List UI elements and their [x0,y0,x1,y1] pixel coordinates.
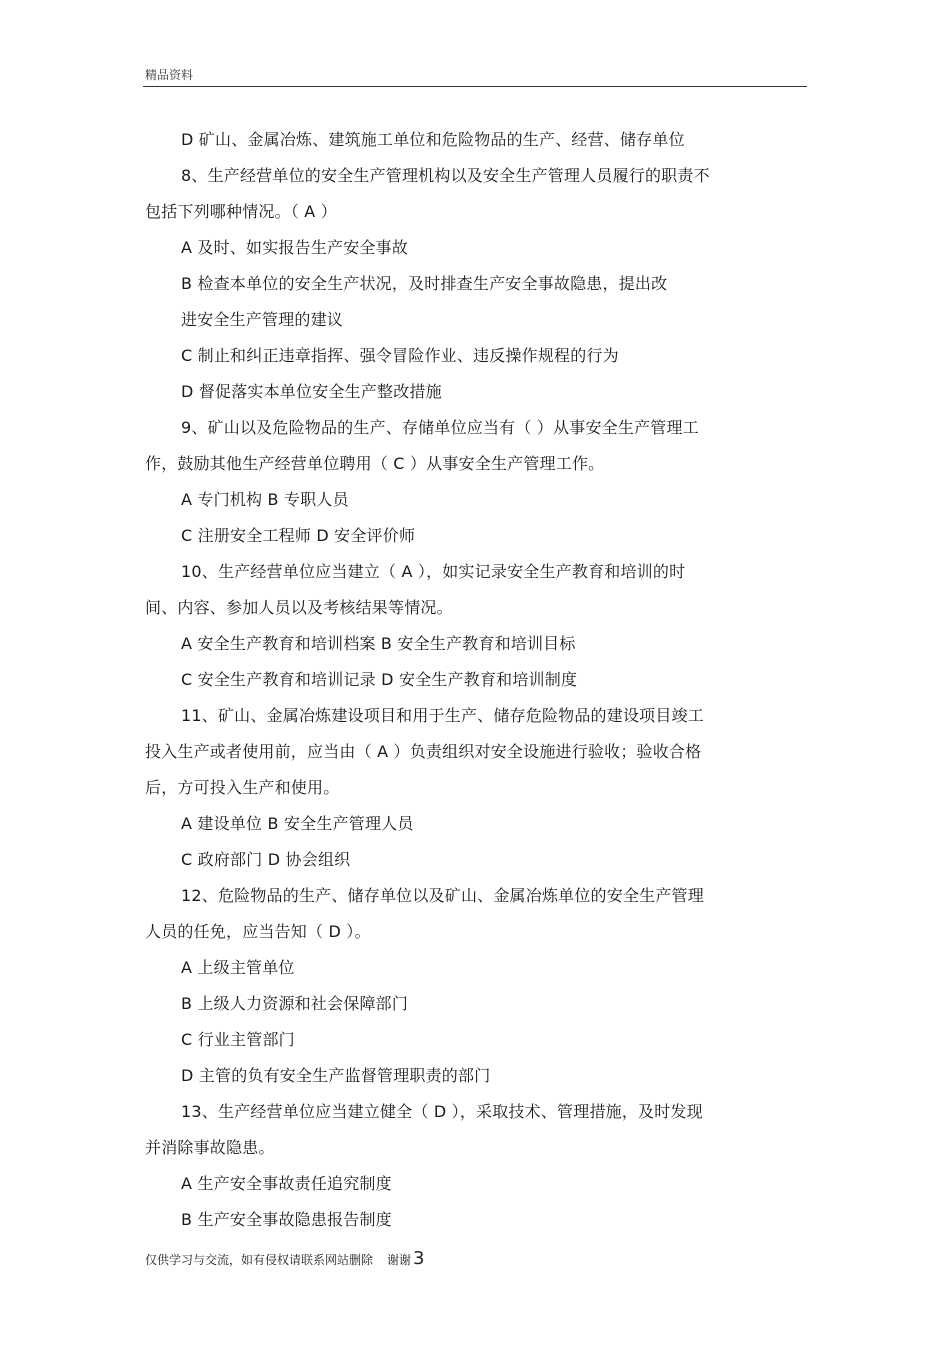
text-line: 包括下列哪种情况。（ A ） [145,202,337,221]
text-line: 后，方可投入生产和使用。 [145,778,340,797]
text-line: 人员的任免，应当告知（ D ）。 [145,922,371,941]
text-line: C 政府部门 D 协会组织 [181,850,351,869]
page-footer [145,1248,424,1269]
text-line: B 检查本单位的安全生产状况，及时排查生产安全事故隐患，提出改 [181,274,668,293]
text-line: 并消除事故隐患。 [145,1138,275,1157]
text-line: 9、矿山以及危险物品的生产、存储单位应当有（ ）从事安全生产管理工 [181,418,699,437]
text-line: 13、生产经营单位应当建立健全（ D ），采取技术、管理措施，及时发现 [181,1102,703,1121]
text-line: A 建设单位 B 安全生产管理人员 [181,814,414,833]
text-line: 10、生产经营单位应当建立（ A ），如实记录安全生产教育和培训的时 [181,562,686,581]
text-line: A 生产安全事故责任追究制度 [181,1174,392,1193]
footer-thanks: 谢谢 [387,1253,412,1267]
text-line: B 生产安全事故隐患报告制度 [181,1210,392,1229]
text-line: 11、矿山、金属冶炼建设项目和用于生产、储存危险物品的建设项目竣工 [181,706,704,725]
text-line: A 专门机构 B 专职人员 [181,490,349,509]
text-line: A 上级主管单位 [181,958,295,977]
text-line: 投入生产或者使用前，应当由（ A ）负责组织对安全设施进行验收；验收合格 [145,742,702,761]
text-line: A 安全生产教育和培训档案 B 安全生产教育和培训目标 [181,634,576,653]
text-line: C 安全生产教育和培训记录 D 安全生产教育和培训制度 [181,670,578,689]
header-rule [143,86,807,87]
text-line: D 督促落实本单位安全生产整改措施 [181,382,442,401]
page-number: 3 [413,1248,425,1269]
text-line: A 及时、如实报告生产安全事故 [181,238,409,257]
text-line: B 上级人力资源和社会保障部门 [181,994,409,1013]
text-line: 作，鼓励其他生产经营单位聘用（ C ）从事安全生产管理工作。 [145,454,605,473]
text-line: 间、内容、参加人员以及考核结果等情况。 [145,598,453,617]
header-label: 精品资料 [145,68,194,82]
text-line: C 注册安全工程师 D 安全评价师 [181,526,416,545]
text-line: C 制止和纠正违章指挥、强令冒险作业、违反操作规程的行为 [181,346,619,365]
text-line: D 主管的负有安全生产监督管理职责的部门 [181,1066,491,1085]
text-line: 进安全生产管理的建议 [181,310,344,329]
text-line: 8、生产经营单位的安全生产管理机构以及安全生产管理人员履行的职责不 [181,166,710,185]
footer-disclaimer: 仅供学习与交流，如有侵权请联系网站删除 [145,1253,374,1267]
text-line: D 矿山、金属冶炼、建筑施工单位和危险物品的生产、经营、储存单位 [181,130,685,149]
text-line: C 行业主管部门 [181,1030,295,1049]
text-line: 12、危险物品的生产、储存单位以及矿山、金属冶炼单位的安全生产管理 [181,886,704,905]
